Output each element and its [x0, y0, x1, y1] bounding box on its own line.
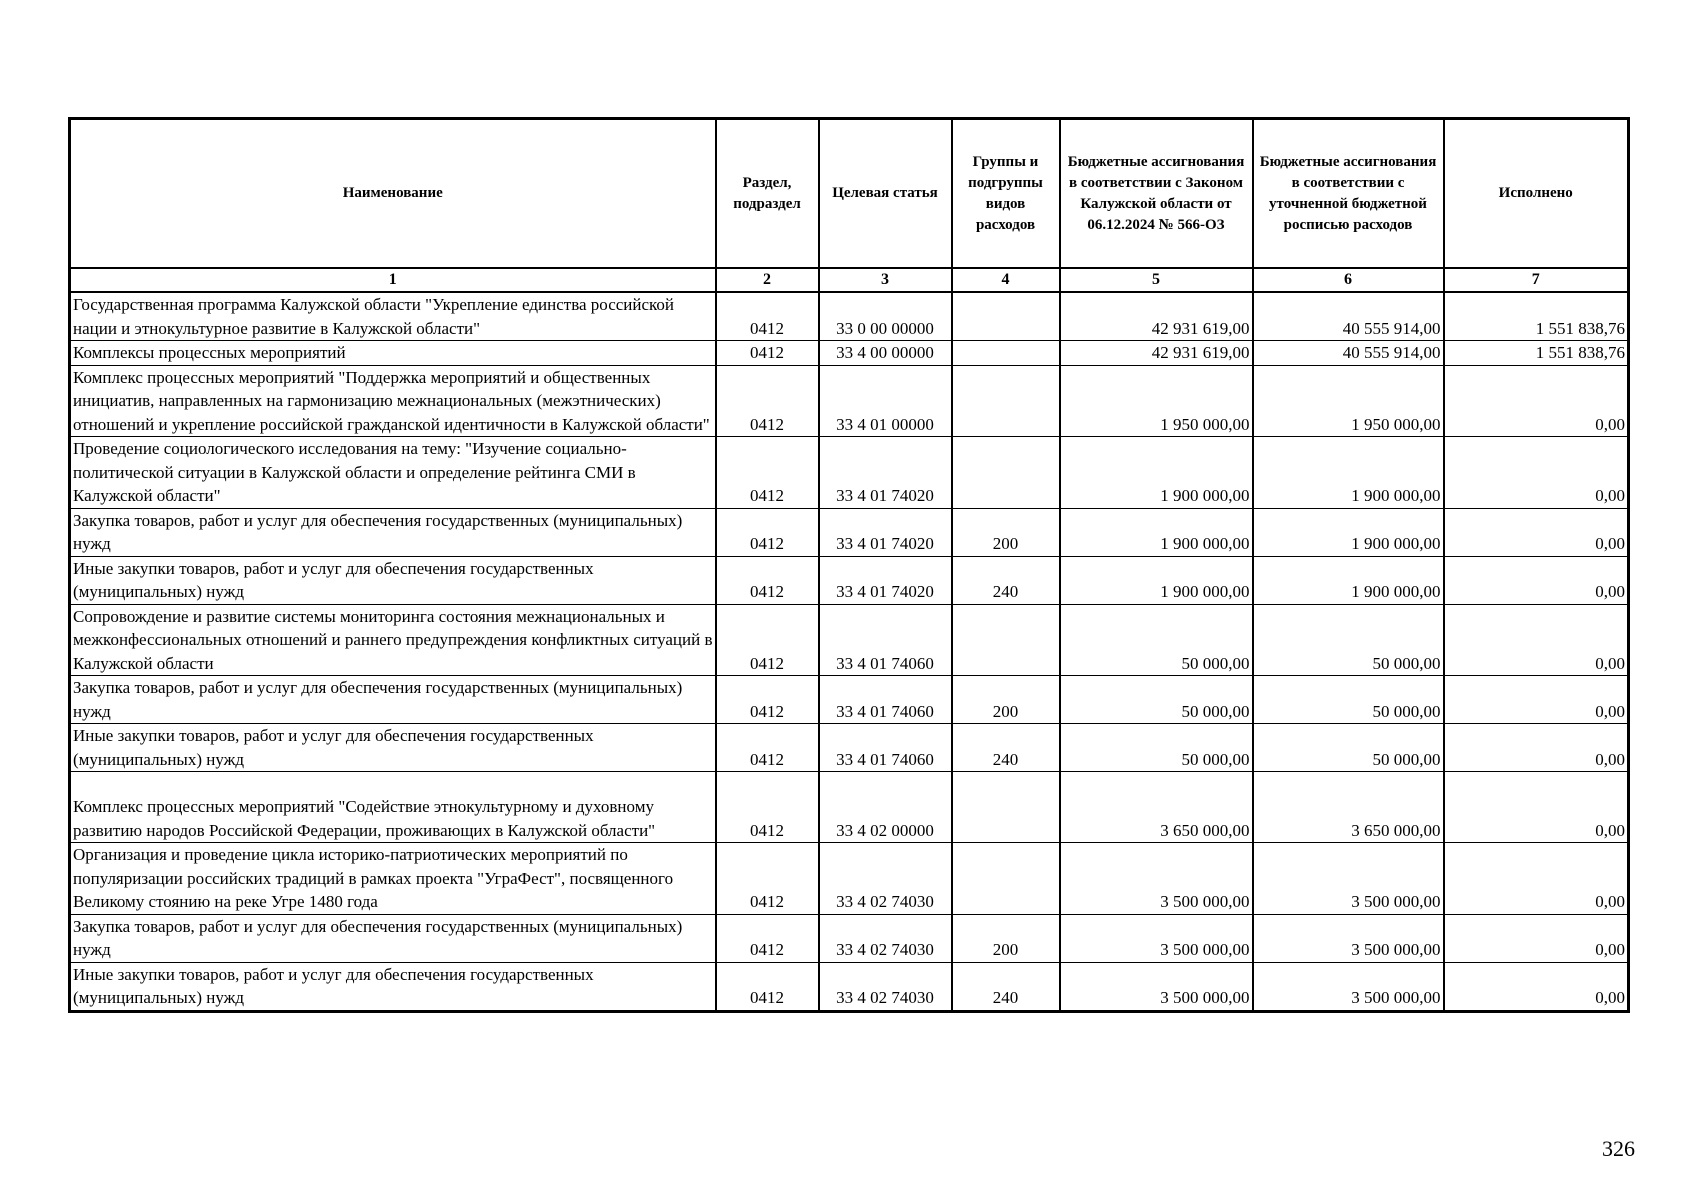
row-target: 33 4 01 74060: [819, 676, 952, 724]
row-target: 33 4 01 74060: [819, 604, 952, 676]
row-target: 33 4 02 00000: [819, 772, 952, 843]
row-target: 33 4 01 74020: [819, 437, 952, 509]
row-name: Государственная программа Калужской области "Укрепление единства российской нации и этнокультурное развитие в Калужской области": [70, 292, 716, 341]
table-row: [70, 292, 1629, 341]
row-name: Иные закупки товаров, работ и услуг для обеспечения государственных (муниципальных) нужд: [70, 962, 716, 1011]
row-target: 33 4 01 74020: [819, 508, 952, 556]
row-group: [952, 341, 1060, 366]
row-refined-amount: 1 900 000,00: [1253, 556, 1444, 604]
row-target: 33 4 01 00000: [819, 365, 952, 437]
table-row: [70, 508, 1629, 556]
header-row: [70, 119, 1629, 269]
row-group: [952, 292, 1060, 341]
row-executed-amount: 1 551 838,76: [1444, 292, 1629, 341]
row-refined-amount: 50 000,00: [1253, 724, 1444, 772]
row-executed-amount: 0,00: [1444, 676, 1629, 724]
row-law-amount: 1 900 000,00: [1060, 508, 1253, 556]
row-name: Закупка товаров, работ и услуг для обеспечения государственных (муниципальных) нужд: [70, 914, 716, 962]
row-group: [952, 437, 1060, 509]
row-group: 200: [952, 914, 1060, 962]
row-group: [952, 604, 1060, 676]
column-number-row: [70, 268, 1629, 292]
row-group: [952, 843, 1060, 915]
row-section: 0412: [716, 724, 819, 772]
row-name: Закупка товаров, работ и услуг для обеспечения государственных (муниципальных) нужд: [70, 676, 716, 724]
row-section: 0412: [716, 772, 819, 843]
row-name: Иные закупки товаров, работ и услуг для обеспечения государственных (муниципальных) нужд: [70, 724, 716, 772]
row-target: 33 4 00 00000: [819, 341, 952, 366]
page-number: 326: [1602, 1136, 1635, 1161]
table-row: [70, 772, 1629, 843]
table-row: [70, 604, 1629, 676]
table-row: [70, 437, 1629, 509]
row-group: [952, 365, 1060, 437]
column-number: 4: [952, 268, 1060, 292]
header-law: Бюджетные ассигнования в соответствии с Законом Калужской области от 06.12.2024 № 566-ОЗ: [1060, 119, 1253, 269]
row-target: 33 4 01 74060: [819, 724, 952, 772]
row-refined-amount: 1 900 000,00: [1253, 508, 1444, 556]
row-section: 0412: [716, 365, 819, 437]
row-refined-amount: 40 555 914,00: [1253, 292, 1444, 341]
row-section: 0412: [716, 676, 819, 724]
row-target: 33 0 00 00000: [819, 292, 952, 341]
row-section: 0412: [716, 843, 819, 915]
header-executed: Исполнено: [1444, 119, 1629, 269]
row-refined-amount: 3 500 000,00: [1253, 962, 1444, 1011]
row-name: Комплекс процессных мероприятий "Содействие этнокультурному и духовному развитию народов Российской Федерации, проживающих в Калужской области": [70, 772, 716, 843]
row-executed-amount: 0,00: [1444, 556, 1629, 604]
row-target: 33 4 01 74020: [819, 556, 952, 604]
column-number: 3: [819, 268, 952, 292]
row-law-amount: 3 650 000,00: [1060, 772, 1253, 843]
row-name: Комплекс процессных мероприятий "Поддержка мероприятий и общественных инициатив, направленных на гармонизацию межнациональных (межэтнических) отношений и укрепление российской гражданской идентичности в Калужской области": [70, 365, 716, 437]
row-refined-amount: 1 900 000,00: [1253, 437, 1444, 509]
row-group: 200: [952, 508, 1060, 556]
row-group: [952, 772, 1060, 843]
header-section: Раздел, подраздел: [716, 119, 819, 269]
row-law-amount: 3 500 000,00: [1060, 843, 1253, 915]
row-executed-amount: 0,00: [1444, 962, 1629, 1011]
row-target: 33 4 02 74030: [819, 843, 952, 915]
row-section: 0412: [716, 556, 819, 604]
header-target: Целевая статья: [819, 119, 952, 269]
row-law-amount: 1 900 000,00: [1060, 437, 1253, 509]
budget-table: [68, 117, 1630, 1013]
header-name: Наименование: [70, 119, 716, 269]
row-executed-amount: 0,00: [1444, 508, 1629, 556]
header-groups: Группы и подгруппы видов расходов: [952, 119, 1060, 269]
row-law-amount: 3 500 000,00: [1060, 914, 1253, 962]
row-group: 240: [952, 556, 1060, 604]
row-law-amount: 42 931 619,00: [1060, 341, 1253, 366]
row-section: 0412: [716, 604, 819, 676]
row-executed-amount: 0,00: [1444, 437, 1629, 509]
row-section: 0412: [716, 437, 819, 509]
row-name: Иные закупки товаров, работ и услуг для обеспечения государственных (муниципальных) нужд: [70, 556, 716, 604]
table-row: [70, 843, 1629, 915]
row-executed-amount: 0,00: [1444, 604, 1629, 676]
row-law-amount: 1 900 000,00: [1060, 556, 1253, 604]
column-number: 5: [1060, 268, 1253, 292]
table-row: [70, 962, 1629, 1011]
column-number: 1: [70, 268, 716, 292]
table-row: [70, 724, 1629, 772]
row-refined-amount: 50 000,00: [1253, 604, 1444, 676]
header-refined: Бюджетные ассигнования в соответствии с уточненной бюджетной росписью расходов: [1253, 119, 1444, 269]
column-number: 7: [1444, 268, 1629, 292]
table-row: [70, 676, 1629, 724]
row-section: 0412: [716, 508, 819, 556]
row-law-amount: 50 000,00: [1060, 724, 1253, 772]
row-refined-amount: 3 500 000,00: [1253, 914, 1444, 962]
row-target: 33 4 02 74030: [819, 914, 952, 962]
row-group: 200: [952, 676, 1060, 724]
column-number: 6: [1253, 268, 1444, 292]
row-executed-amount: 0,00: [1444, 914, 1629, 962]
row-law-amount: 42 931 619,00: [1060, 292, 1253, 341]
row-section: 0412: [716, 914, 819, 962]
row-group: 240: [952, 724, 1060, 772]
row-executed-amount: 1 551 838,76: [1444, 341, 1629, 366]
row-target: 33 4 02 74030: [819, 962, 952, 1011]
row-refined-amount: 3 500 000,00: [1253, 843, 1444, 915]
table-row: [70, 341, 1629, 366]
table-row: [70, 556, 1629, 604]
column-number: 2: [716, 268, 819, 292]
row-name: Сопровождение и развитие системы мониторинга состояния межнациональных и межконфессиональных отношений и раннего предупреждения конфликтных ситуаций в Калужской области: [70, 604, 716, 676]
table-row: [70, 914, 1629, 962]
row-refined-amount: 1 950 000,00: [1253, 365, 1444, 437]
row-refined-amount: 50 000,00: [1253, 676, 1444, 724]
row-section: 0412: [716, 341, 819, 366]
row-refined-amount: 40 555 914,00: [1253, 341, 1444, 366]
row-name: Организация и проведение цикла историко-патриотических мероприятий по популяризации российских традиций в рамках проекта "УграФест", посвященного Великому стоянию на реке Угре 1480 года: [70, 843, 716, 915]
row-refined-amount: 3 650 000,00: [1253, 772, 1444, 843]
row-name: Закупка товаров, работ и услуг для обеспечения государственных (муниципальных) нужд: [70, 508, 716, 556]
row-executed-amount: 0,00: [1444, 365, 1629, 437]
row-name: Комплексы процессных мероприятий: [70, 341, 716, 366]
row-section: 0412: [716, 962, 819, 1011]
row-law-amount: 3 500 000,00: [1060, 962, 1253, 1011]
row-name: Проведение социологического исследования на тему: "Изучение социально-политической ситуации в Калужской области и определение рейтинга СМИ в Калужской области": [70, 437, 716, 509]
row-group: 240: [952, 962, 1060, 1011]
row-law-amount: 1 950 000,00: [1060, 365, 1253, 437]
row-law-amount: 50 000,00: [1060, 604, 1253, 676]
row-executed-amount: 0,00: [1444, 724, 1629, 772]
row-executed-amount: 0,00: [1444, 843, 1629, 915]
row-section: 0412: [716, 292, 819, 341]
row-executed-amount: 0,00: [1444, 772, 1629, 843]
table-row: [70, 365, 1629, 437]
row-law-amount: 50 000,00: [1060, 676, 1253, 724]
